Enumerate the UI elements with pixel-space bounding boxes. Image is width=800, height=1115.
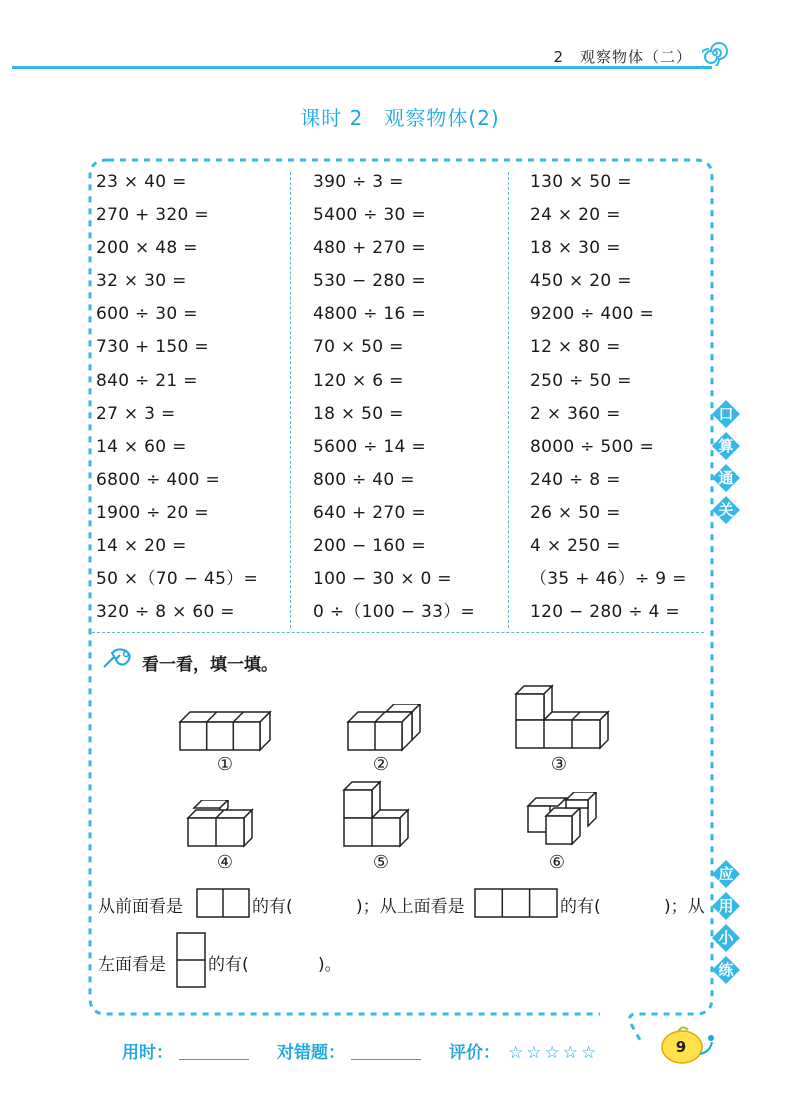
mental-math-column-3	[530, 166, 687, 629]
math-problem: 600 ÷ 30 =	[96, 304, 198, 325]
math-problem: 730 + 150 =	[96, 337, 209, 358]
side-tab-label: 关	[718, 501, 734, 519]
side-tab	[712, 924, 740, 952]
figure-label-1: ①	[216, 754, 234, 775]
math-problem: 2 × 360 =	[530, 403, 621, 424]
page-number: 9	[675, 1038, 687, 1056]
cube-figure-6	[526, 792, 598, 848]
rating-label: 评价：	[449, 1043, 500, 1063]
front-view-shape	[196, 888, 250, 918]
math-problem: 14 × 60 =	[96, 436, 187, 457]
question-front-has: 的有(	[252, 897, 293, 917]
math-problem: 27 × 3 =	[96, 403, 176, 424]
side-tab	[712, 432, 740, 460]
left-view-shape	[176, 932, 206, 988]
side-tab	[712, 496, 740, 524]
side-tab-label: 通	[718, 469, 734, 487]
math-problem: 100 − 30 × 0 =	[313, 569, 452, 590]
math-problem: 26 × 50 =	[530, 502, 621, 523]
math-problem: 6800 ÷ 400 =	[96, 469, 221, 490]
time-blank[interactable]	[179, 1059, 249, 1060]
figure-label-2: ②	[372, 754, 390, 775]
exercise-title: 看一看，填一填。	[142, 655, 278, 675]
side-tab-label: 用	[718, 897, 734, 915]
math-problem: 50 ×（70 − 45）=	[96, 569, 259, 590]
side-tab-label: 练	[718, 961, 734, 979]
math-problem: 200 × 48 =	[96, 238, 198, 259]
column-divider	[290, 172, 291, 628]
figure-label-4: ④	[216, 852, 234, 873]
math-problem: 32 × 30 =	[96, 271, 187, 292]
math-problem: 390 ÷ 3 =	[313, 172, 404, 192]
math-problem: 70 × 50 =	[313, 337, 404, 358]
math-problem: 5400 ÷ 30 =	[313, 205, 426, 226]
cube-figure-4	[186, 800, 256, 848]
mental-math-column-2	[313, 166, 475, 629]
math-problem: 120 − 280 ÷ 4 =	[530, 602, 680, 623]
math-problem: （35 + 46）÷ 9 =	[530, 569, 687, 590]
cube-figure-2	[346, 704, 422, 752]
math-problem: 9200 ÷ 400 =	[530, 304, 655, 325]
question-left-close: )。	[318, 955, 342, 975]
math-problem: 12 × 80 =	[530, 337, 621, 358]
math-problem: 840 ÷ 21 =	[96, 370, 198, 391]
math-problem: 4800 ÷ 16 =	[313, 304, 426, 325]
top-view-shape	[474, 888, 558, 918]
pushpin-icon	[100, 645, 136, 671]
figure-label-6: ⑥	[548, 852, 566, 873]
correct-label: 对错题：	[277, 1043, 345, 1063]
math-problem: 640 + 270 =	[313, 502, 426, 523]
rating-stars[interactable]: ☆☆☆☆☆	[508, 1043, 600, 1063]
question-front-text: 从前面看是	[98, 897, 183, 917]
math-problem: 450 × 20 =	[530, 271, 632, 292]
math-problem: 120 × 6 =	[313, 370, 404, 391]
question-top-has: 的有(	[560, 897, 601, 917]
math-problem: 8000 ÷ 500 =	[530, 436, 655, 457]
figure-label-5: ⑤	[372, 852, 390, 873]
footer-bar	[122, 1038, 599, 1063]
side-tab	[712, 464, 740, 492]
math-problem: 250 ÷ 50 =	[530, 370, 632, 391]
time-label: 用时：	[122, 1043, 173, 1063]
chapter-header: 2 观察物体（二）	[553, 48, 692, 66]
section-divider	[92, 632, 704, 633]
math-problem: 23 × 40 =	[96, 172, 187, 192]
question-left-text: 左面看是	[98, 955, 166, 975]
side-tab	[712, 956, 740, 984]
side-tab-label: 小	[718, 929, 734, 947]
side-tab-label: 算	[718, 437, 734, 455]
side-tab	[712, 860, 740, 888]
lesson-title: 课时 2 观察物体(2)	[300, 106, 500, 130]
math-problem: 1900 ÷ 20 =	[96, 502, 209, 523]
question-top-text: )；从上面看是	[356, 897, 465, 917]
column-divider	[508, 172, 509, 628]
side-tab	[712, 400, 740, 428]
math-problem: 530 − 280 =	[313, 271, 426, 292]
math-problem: 24 × 20 =	[530, 205, 621, 226]
math-problem: 18 × 30 =	[530, 238, 621, 259]
math-problem: 4 × 250 =	[530, 536, 621, 557]
cube-figure-5	[342, 780, 412, 848]
math-problem: 130 × 50 =	[530, 172, 632, 192]
math-problem: 0 ÷（100 − 33）=	[313, 602, 476, 623]
math-problem: 240 ÷ 8 =	[530, 469, 621, 490]
cube-figure-3	[514, 684, 610, 750]
math-problem: 18 × 50 =	[313, 403, 404, 424]
math-problem: 320 ÷ 8 × 60 =	[96, 602, 235, 623]
question-left-has: 的有(	[208, 955, 249, 975]
side-tab	[712, 892, 740, 920]
math-problem: 480 + 270 =	[313, 238, 426, 259]
question-left-prefix: )；从	[664, 897, 705, 917]
figure-label-3: ③	[550, 754, 568, 775]
side-tab-label: 口	[718, 405, 734, 423]
cube-figure-1	[178, 708, 274, 752]
side-tab-label: 应	[718, 865, 734, 883]
math-problem: 14 × 20 =	[96, 536, 187, 557]
mental-math-column-1	[96, 166, 258, 629]
math-problem: 270 + 320 =	[96, 205, 209, 226]
math-problem: 800 ÷ 40 =	[313, 469, 415, 490]
math-problem: 5600 ÷ 14 =	[313, 436, 426, 457]
correct-blank[interactable]	[351, 1059, 421, 1060]
math-problem: 200 − 160 =	[313, 536, 426, 557]
